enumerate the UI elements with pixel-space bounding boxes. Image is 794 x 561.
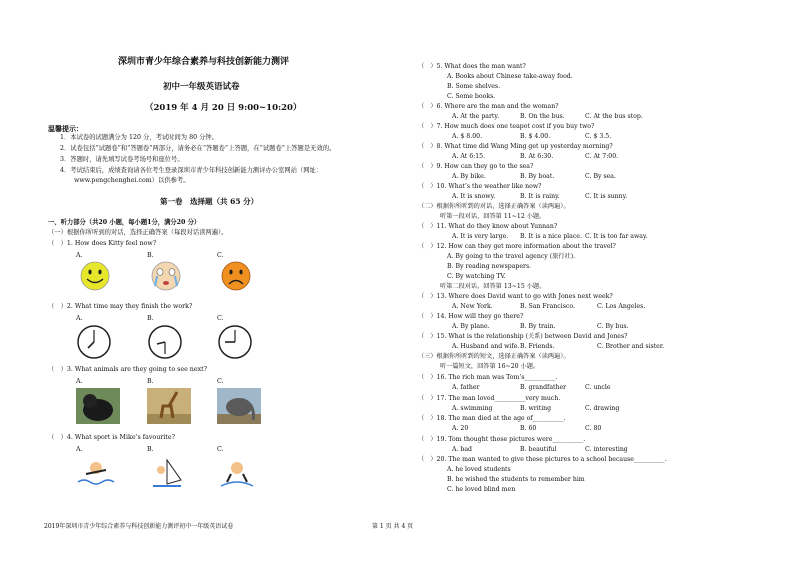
question-12: （ ）12. How can they get more information about the travel? — [418, 243, 616, 250]
happy-face-icon — [76, 260, 114, 292]
option-label-b: B. — [147, 378, 154, 385]
windsurfing-icon — [147, 456, 187, 492]
option-a: A. At 6:15. — [452, 153, 486, 160]
question-6: （ ）6. Where are the man and the woman? — [418, 103, 559, 110]
crying-face-icon — [147, 260, 185, 292]
section-b-heading: （二）根据你所听到的对话，选择正确答案（读两遍）。 — [418, 203, 570, 210]
option-line: B. he wished the students to remember him — [447, 476, 585, 483]
option-c: C. 80 — [585, 425, 602, 432]
tip-item: 3．答题时，请先填写试卷考场号和座位号。 — [60, 156, 184, 163]
question-14: （ ）14. How will they go there? — [418, 313, 524, 320]
section-c-instruction: 听一篇短文，回答第 16~20 小题。 — [440, 363, 540, 370]
page-number: 第 1 页 共 4 页 — [372, 523, 414, 530]
clock-icon — [217, 324, 253, 360]
clock-icon — [147, 324, 183, 360]
option-c: C. drawing — [585, 405, 620, 412]
question-11: （ ）11. What do they know about Yunnan? — [418, 223, 558, 230]
option-b: B. 60 — [520, 425, 537, 432]
option-line: B. Some shelves. — [447, 83, 501, 90]
question-1: （ ）1. How does Kitty feel now? — [48, 240, 157, 247]
option-c: C. By bus. — [597, 323, 629, 330]
sad-face-icon — [217, 260, 255, 292]
exam-title: 深圳市青少年综合素养与科技创新能力测评 — [118, 57, 290, 67]
question-3: （ ）3. What animals are they going to see next? — [48, 366, 208, 373]
question-7: （ ）7. How much does one teapot cost if you buy two? — [418, 123, 595, 130]
option-c: C. It is too far away. — [585, 233, 648, 240]
option-a: A. New York. — [452, 303, 493, 310]
tip-item: 2．试卷包括“试题卷”和“答题卷”两部分，请务必在“答题卷”上答题，在“试题卷”上答题是无效的。 — [60, 145, 336, 152]
option-c: C. It is sunny. — [585, 193, 628, 200]
option-b: B. writing — [520, 405, 552, 412]
option-a: A. By plane. — [452, 323, 490, 330]
option-label-a: A. — [76, 378, 83, 385]
giraffe-photo — [147, 388, 191, 424]
option-label-a: A. — [76, 252, 83, 259]
option-a: A. At the party. — [452, 113, 500, 120]
clock-icon — [76, 324, 112, 360]
option-label-b: B. — [147, 446, 154, 453]
option-label-c: C. — [217, 315, 224, 322]
question-9: （ ）9. How can they go to the sea? — [418, 163, 534, 170]
option-line: A. Books about Chinese take-away food. — [447, 73, 573, 80]
question-13: （ ）13. Where does David want to go with Jones next week? — [418, 293, 613, 300]
option-a: A. swimming — [452, 405, 493, 412]
option-a: A. It is very large. — [452, 233, 509, 240]
option-a: A. bad — [452, 446, 473, 453]
exam-date: （2019 年 4 月 20 日 9:00~10:20） — [145, 103, 302, 113]
tips-heading: 温馨提示： — [48, 124, 83, 133]
option-b: B. $ 4.00. — [520, 133, 551, 140]
question-2: （ ）2. What time may they finish the work? — [48, 303, 193, 310]
option-a: A. father — [452, 384, 480, 391]
footer-left: 2019年深圳市青少年综合素养与科技创新能力测评初中一年级英语试卷 — [44, 523, 234, 530]
option-a: A. Husband and wife. — [452, 343, 520, 350]
option-c: C. At the bus stop. — [585, 113, 643, 120]
option-line: A. he loved students — [447, 466, 511, 473]
elephant-photo — [217, 388, 261, 424]
question-4: （ ）4. What sport is Mike’s favourite? — [48, 434, 175, 441]
question-16: （ ）16. The rich man was Tom’s__________. — [418, 374, 558, 381]
option-c: C. interesting — [585, 446, 628, 453]
option-b: B. It is rainy. — [520, 193, 560, 200]
option-c: C. By sea. — [585, 173, 616, 180]
option-label-c: C. — [217, 378, 224, 385]
section-a-instruction: （一）根据你所听到的对话，选择正确答案（每段对话读两遍）。 — [48, 229, 228, 236]
part1-heading: 第一卷 选择题（共 65 分） — [160, 197, 259, 206]
option-a: A. $ 8.00. — [452, 133, 483, 140]
option-a: A. 20 — [452, 425, 469, 432]
section-a-heading: 一、听力部分（共20 小题，每小题1分，满分20 分） — [48, 219, 201, 226]
option-line: B. By reading newspapers. — [447, 263, 532, 270]
section-b-instruction-2: 听第二段对话，回答第 13~15 小题。 — [440, 283, 546, 290]
option-b: B. beautiful — [520, 446, 557, 453]
option-label-a: A. — [76, 315, 83, 322]
option-c: C. Los Angeles. — [597, 303, 646, 310]
bear-photo — [76, 388, 120, 424]
option-b: B. By train. — [520, 323, 556, 330]
option-b: B. grandfather — [520, 384, 567, 391]
option-label-a: A. — [76, 446, 83, 453]
question-10: （ ）10. What’s the weather like now? — [418, 183, 542, 190]
tip-item: www.pengchenghei.com）以供参考。 — [74, 177, 190, 184]
option-label-b: B. — [147, 252, 154, 259]
question-19: （ ）19. Tom thought those pictures were__________. — [418, 436, 586, 443]
option-b: B. At 6:30. — [520, 153, 554, 160]
option-label-c: C. — [217, 252, 224, 259]
swimming-icon — [76, 456, 116, 492]
option-b: B. Friends. — [520, 343, 555, 350]
section-b-instruction: 听第一段对话，回答第 11~12 小题。 — [440, 213, 546, 220]
option-b: B. It is a nice place. — [520, 233, 582, 240]
option-b: B. On the bus. — [520, 113, 565, 120]
option-line: C. Some books. — [447, 93, 496, 100]
tip-item: 1．本试卷的试题满分为 120 分，考试时间为 80 分钟。 — [60, 134, 218, 141]
question-17: （ ）17. The man loved__________very much. — [418, 395, 561, 402]
section-c-heading: （三）根据你所听到的短文，选择正确答案（读两遍）。 — [418, 353, 570, 360]
tip-item: 4．考试结束后，成绩查询请各位考生登录深圳市青少年科技创新能力测评办公室网站（网址： — [60, 167, 323, 174]
option-b: B. San Francisco. — [520, 303, 575, 310]
option-a: A. By bike. — [452, 173, 486, 180]
option-c: C. At 7:00. — [585, 153, 619, 160]
question-15: （ ）15. What is the relationship (关系) between David and Jones? — [418, 333, 628, 340]
option-c: C. Brother and sister. — [597, 343, 665, 350]
option-line: C. By watching TV. — [447, 273, 506, 280]
question-8: （ ）8. What time did Wang Ming get up yesterday morning? — [418, 143, 613, 150]
option-line: A. By going to the travel agency (旅行社). — [447, 253, 576, 260]
question-5: （ ）5. What does the man want? — [418, 63, 526, 70]
diving-icon — [217, 456, 257, 492]
option-b: B. By boat. — [520, 173, 555, 180]
option-label-b: B. — [147, 315, 154, 322]
question-20: （ ）20. The man wanted to give these pictures to a school because__________. — [418, 456, 667, 463]
option-c: C. uncle — [585, 384, 611, 391]
question-18: （ ）18. The man died at the age of__________. — [418, 415, 566, 422]
exam-subtitle: 初中一年级英语试卷 — [163, 82, 240, 92]
option-label-c: C. — [217, 446, 224, 453]
option-line: C. he loved blind men — [447, 486, 516, 493]
option-c: C. $ 3.5. — [585, 133, 612, 140]
option-a: A. It is snowy. — [452, 193, 496, 200]
